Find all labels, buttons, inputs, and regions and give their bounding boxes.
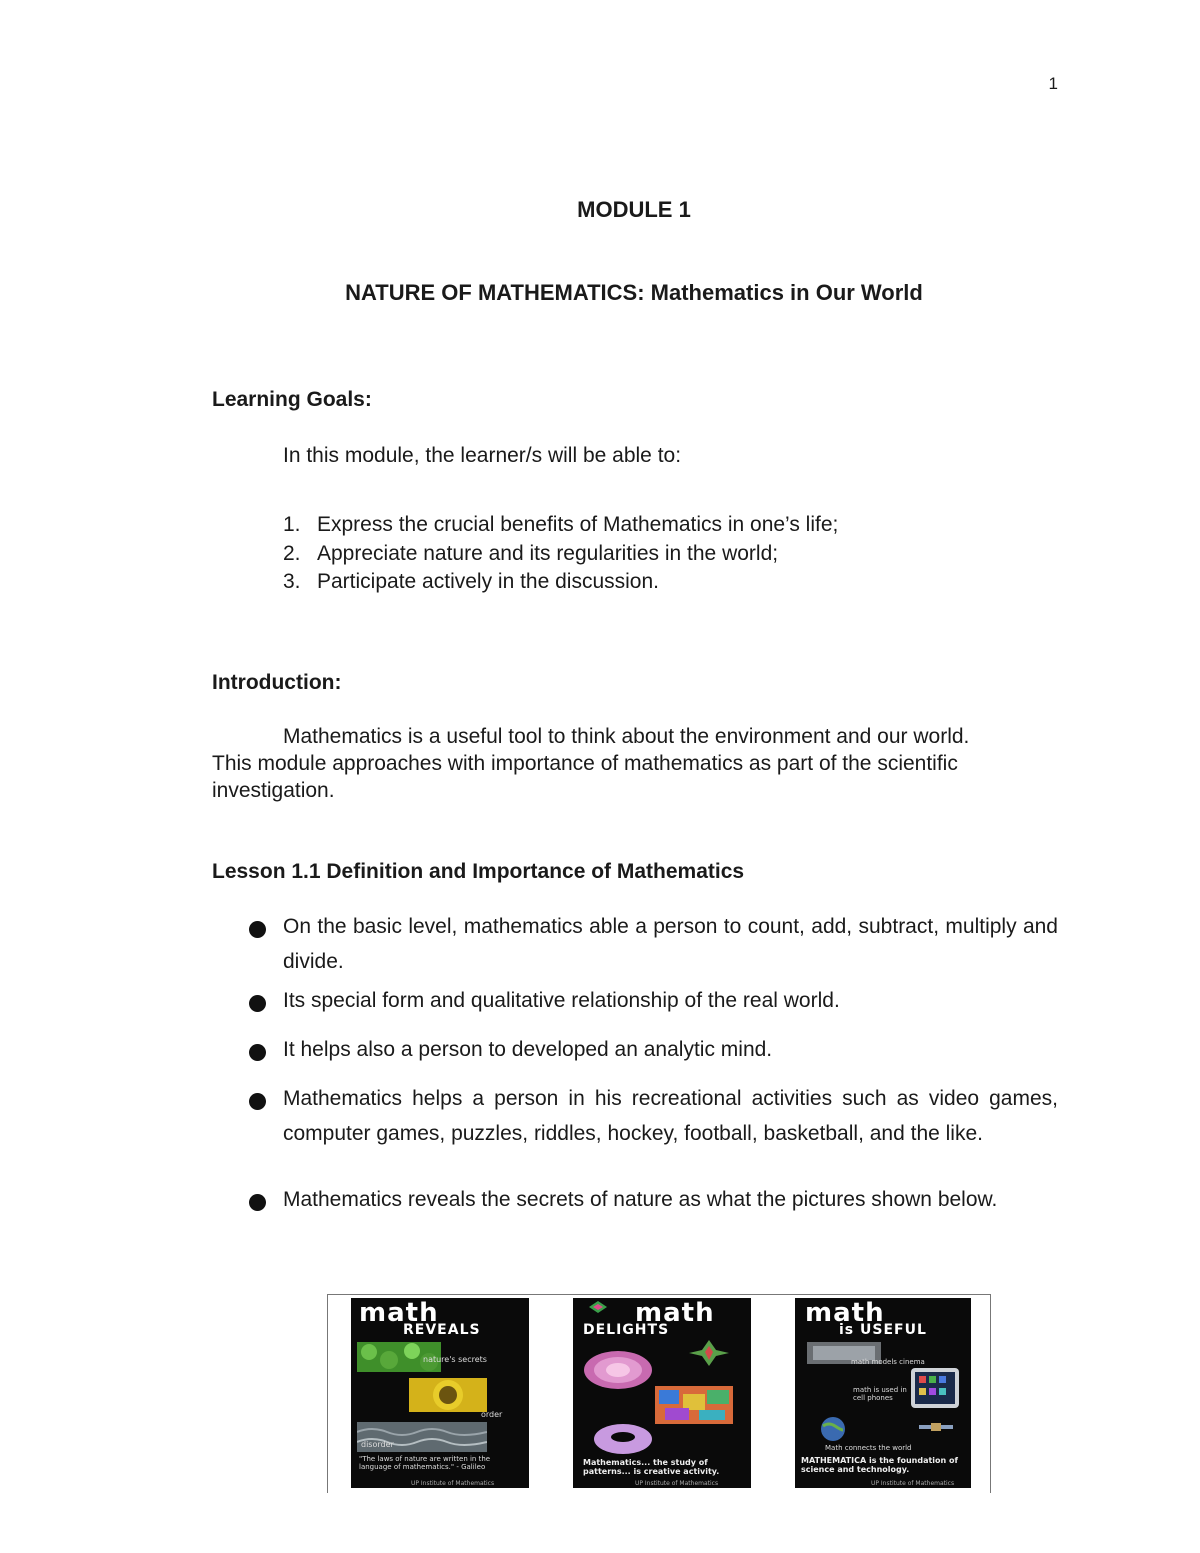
module-label: MODULE 1 xyxy=(577,197,691,222)
star-shape-image xyxy=(689,1340,729,1366)
torus-image xyxy=(593,1422,653,1456)
lesson-heading: Lesson 1.1 Definition and Importance of Mathematics xyxy=(212,860,745,883)
poster-caption: math models cinema xyxy=(851,1358,925,1366)
goal-number: 2. xyxy=(283,542,301,565)
poster-math-reveals xyxy=(351,1298,529,1488)
goal-item xyxy=(283,513,838,537)
poster-footer: UP Institute of Mathematics xyxy=(871,1480,955,1487)
phone-image xyxy=(911,1368,959,1408)
satellite-image xyxy=(919,1416,953,1438)
poster-caption: math is used in cell phones xyxy=(853,1386,907,1402)
poster-subtitle: is USEFUL xyxy=(839,1322,927,1338)
goal-text: Participate actively in the discussion. xyxy=(317,570,659,593)
bullet-icon xyxy=(249,1194,266,1211)
poster-caption: nature's secrets xyxy=(423,1355,487,1364)
globe-image xyxy=(813,1416,853,1442)
learning-goals-heading: Learning Goals: xyxy=(212,388,372,411)
poster-subtitle: REVEALS xyxy=(403,1322,481,1338)
module-title: NATURE OF MATHEMATICS: Mathematics in Our World xyxy=(345,280,923,305)
logo-icon xyxy=(587,1300,609,1314)
lesson-bullet: It helps also a person to developed an analytic mind. xyxy=(283,1038,773,1061)
bullet-icon xyxy=(249,1093,266,1110)
lesson-bullet: Its special form and qualitative relationship of the real world. xyxy=(283,989,840,1012)
poster-subtitle: DELIGHTS xyxy=(583,1322,670,1338)
goal-number: 3. xyxy=(283,570,301,593)
lesson-bullet: On the basic level, mathematics able a person to count, add, subtract, multiply and divide. xyxy=(283,915,1058,973)
poster-caption: Math connects the world xyxy=(825,1444,912,1452)
poster-quote: MATHEMATICA is the foundation of science and technology. xyxy=(801,1456,958,1474)
mosaic-image xyxy=(655,1386,733,1424)
goal-item xyxy=(283,570,659,594)
bullet-icon xyxy=(249,995,266,1012)
goal-text: Express the crucial benefits of Mathematics in one’s life; xyxy=(317,513,839,536)
page-number: 1 xyxy=(1048,74,1058,93)
poster-footer: UP Institute of Mathematics xyxy=(411,1480,495,1487)
poster-caption: disorder xyxy=(361,1440,394,1449)
introduction-line: Mathematics is a useful tool to think about the environment and our world. xyxy=(283,725,970,748)
poster-title: math xyxy=(635,1298,715,1328)
lesson-bullet: Mathematics reveals the secrets of nature as what the pictures shown below. xyxy=(283,1188,998,1211)
introduction-heading: Introduction: xyxy=(212,671,342,694)
introduction-line: This module approaches with importance of mathematics as part of the scientific xyxy=(212,752,958,775)
poster-math-useful xyxy=(795,1298,971,1488)
poster-title: math xyxy=(359,1298,439,1328)
bullet-icon xyxy=(249,1044,266,1061)
sunflower-image xyxy=(409,1378,487,1412)
poster-caption: order xyxy=(481,1410,503,1419)
poster-footer: UP Institute of Mathematics xyxy=(635,1480,719,1487)
learning-goals-intro: In this module, the learner/s will be able to: xyxy=(283,444,682,467)
goal-item xyxy=(283,542,778,566)
introduction-line: investigation. xyxy=(212,779,335,802)
poster-math-delights xyxy=(573,1298,751,1488)
goal-text: Appreciate nature and its regularities in the world; xyxy=(317,542,779,565)
lesson-bullet: Mathematics helps a person in his recreational activities such as video games, computer games, puzzles, riddles, hockey, football, basketball, and the like. xyxy=(283,1087,1058,1145)
poster-quote: Mathematics... the study of patterns... is creative activity. xyxy=(583,1458,720,1476)
pattern-image xyxy=(583,1350,653,1390)
poster-title: math xyxy=(805,1298,885,1328)
poster-quote: "The laws of nature are written in the language of mathematics." - Galileo xyxy=(359,1455,491,1471)
goal-number: 1. xyxy=(283,513,301,536)
bullet-icon xyxy=(249,921,266,938)
